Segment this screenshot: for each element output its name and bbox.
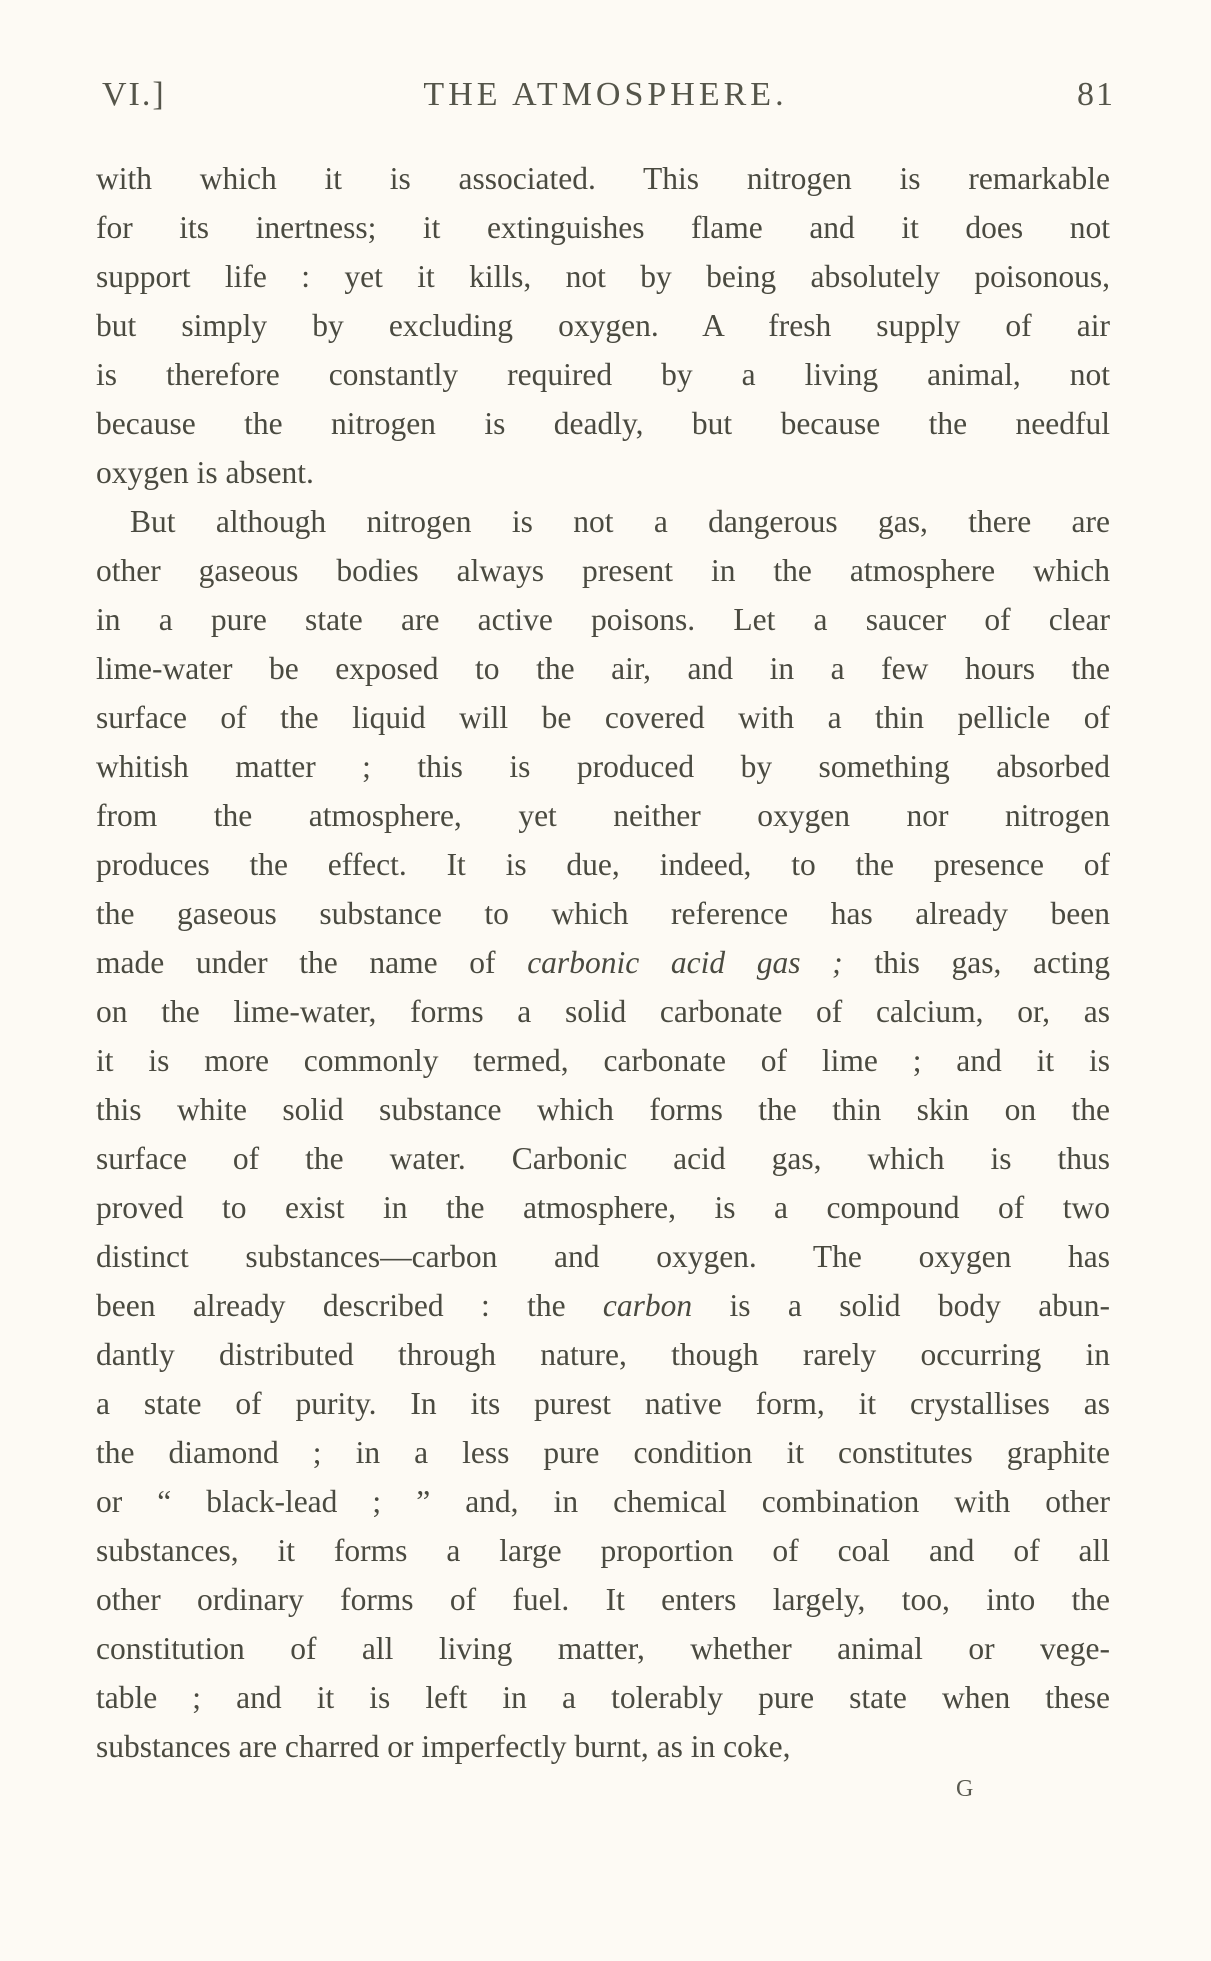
text-span: But although nitrogen is not a dangerous gas, there are [130,504,1110,539]
text-span: is therefore constantly required by a living animal, not [96,357,1110,392]
body-text [96,154,1110,1771]
text-line [96,1477,1110,1526]
text-span: but simply by excluding oxygen. A fresh supply of air [96,308,1110,343]
text-line [96,1575,1110,1624]
text-span: oxygen is absent. [96,455,314,490]
text-line [96,1183,1110,1232]
text-line [96,1232,1110,1281]
text-span: this gas, acting [842,945,1110,980]
text-line [96,840,1110,889]
text-line [96,742,1110,791]
text-span: distinct substances—carbon and oxygen. The oxygen has [96,1239,1110,1274]
text-line [96,1526,1110,1575]
text-line [96,938,1110,987]
text-line [96,301,1110,350]
text-span: for its inertness; it extinguishes flame and it does not [96,210,1110,245]
text-span: this white solid substance which forms the thin skin on the [96,1092,1110,1127]
chapter-number: VI.] [102,76,166,113]
text-span: it is more commonly termed, carbonate of lime ; and it is [96,1043,1110,1078]
text-span: surface of the water. Carbonic acid gas, which is thus [96,1141,1110,1176]
text-span: lime-water be exposed to the air, and in a few hours the [96,651,1110,686]
text-line [96,350,1110,399]
text-line [96,154,1110,203]
text-line [96,1722,1110,1771]
text-span: from the atmosphere, yet neither oxygen nor nitrogen [96,798,1110,833]
text-span: whitish matter ; this is produced by something absorbed [96,749,1110,784]
text-span: constitution of all living matter, whether animal or vege- [96,1631,1110,1666]
text-line [96,889,1110,938]
text-span: is a solid body abun- [692,1288,1110,1323]
text-span: proved to exist in the atmosphere, is a compound of two [96,1190,1110,1225]
text-span: on the lime-water, forms a solid carbonate of calcium, or, as [96,994,1110,1029]
text-span: with which it is associated. This nitrogen is remarkable [96,161,1110,196]
text-span: the gaseous substance to which reference has already been [96,896,1110,931]
page-number: 81 [1077,76,1115,113]
text-span: because the nitrogen is deadly, but because the needful [96,406,1110,441]
text-span: been already described : the [96,1288,603,1323]
text-span: or “ black-lead ; ” and, in chemical combination with other [96,1484,1110,1519]
text-line [96,448,1110,497]
text-line [96,203,1110,252]
text-span: dantly distributed through nature, though rarely occurring in [96,1337,1110,1372]
text-span: made under the name of [96,945,528,980]
text-line [96,1281,1110,1330]
text-span: table ; and it is left in a tolerably pure state when these [96,1680,1110,1715]
italic-term: carbon [602,1288,693,1323]
text-span: surface of the liquid will be covered with a thin pellicle of [96,700,1110,735]
text-line [96,693,1110,742]
text-line [96,595,1110,644]
italic-term: carbonic acid gas ; [527,945,843,980]
text-line [96,1428,1110,1477]
text-span: substances are charred or imperfectly burnt, as in coke, [96,1729,791,1764]
text-line [96,1673,1110,1722]
text-span: support life : yet it kills, not by being absolutely poisonous, [96,259,1110,294]
chapter-title: THE ATMOSPHERE. [423,76,788,113]
text-line [96,1085,1110,1134]
text-line [96,1624,1110,1673]
text-line [96,1330,1110,1379]
text-line [96,1036,1110,1085]
text-line [96,399,1110,448]
text-span: other ordinary forms of fuel. It enters largely, too, into the [96,1582,1110,1617]
signature-mark: G [956,1776,974,1802]
text-span: a state of purity. In its purest native form, it crystallises as [96,1386,1110,1421]
text-span: substances, it forms a large proportion of coal and of all [96,1533,1110,1568]
text-line [96,252,1110,301]
text-span: in a pure state are active poisons. Let a saucer of clear [96,602,1110,637]
text-line [96,987,1110,1036]
running-head [96,76,1115,120]
text-span: the diamond ; in a less pure condition it constitutes graphite [96,1435,1110,1470]
text-line [96,791,1110,840]
text-line [96,497,1110,546]
text-span: other gaseous bodies always present in the atmosphere which [96,553,1110,588]
text-span: produces the effect. It is due, indeed, to the presence of [96,847,1110,882]
text-line [96,1134,1110,1183]
text-line [96,644,1110,693]
text-line [96,1379,1110,1428]
text-line [96,546,1110,595]
